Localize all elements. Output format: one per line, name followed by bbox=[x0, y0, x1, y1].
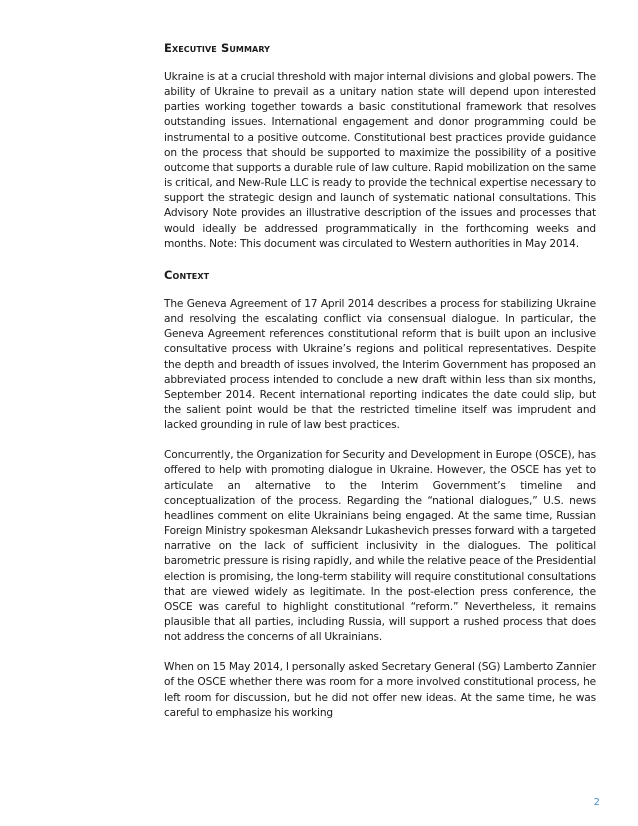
paragraph: When on 15 May 2014, I personally asked Secretary General (SG) Lamberto Zannier of the OSCE whether there was room for a more involved constitutional process, he left room for discussion, but he did not offer new ideas. At the same time, he was careful to emphasize his working bbox=[164, 661, 596, 719]
paragraph: Ukraine is at a crucial threshold with major internal divisions and global powers. The ability of Ukraine to prevail as a unitary nation state will depend upon interested parties working together towards a basic constitutional framework that resolves outstanding issues. International engagement and donor programming could be instrumental to a positive outcome. Constitutional best practices provide guidance on the process that should be supported to maximize the possibility of a positive outcome that supports a durable rule of law culture. Rapid mobilization on the same is critical, and New-Rule LLC is ready to provide the technical expertise necessary to support the strategic design and launch of systematic national consultations. This Advisory Note provides an illustrative description of the issues and processes that would ideally be addressed programmatically in the forthcoming weeks and months. Note: This document was circulated to Western authorities in May 2014. bbox=[164, 71, 596, 250]
document-page bbox=[164, 40, 596, 736]
context-section bbox=[164, 267, 596, 721]
page-number: 2 bbox=[593, 797, 600, 808]
paragraph: Concurrently, the Organization for Security and Development in Europe (OSCE), has offered to help with promoting dialogue in Ukraine. However, the OSCE has yet to articulate an alternative to the Interim Government’s timeline and conceptualization of the process. Regarding the “national dialogues,” U.S. news headlines comment on elite Ukrainians being engaged. At the same time, Russian Foreign Ministry spokesman Aleksandr Lukashevich presses forward with a targeted narrative on the lack of sufficient inclusivity in the dialogues. The political barometric pressure is rising rapidly, and while the relative peace of the Presidential election is promising, the long-term stability will require constitutional consultations that are viewed widely as legitimate. In the post-election press conference, the OSCE was careful to highlight constitutional “reform.” Nevertheless, it remains plausible that all parties, including Russia, will support a rushed process that does not address the concerns of all Ukrainians. bbox=[164, 449, 596, 644]
executive-summary-section bbox=[164, 40, 596, 252]
section-heading: Context bbox=[164, 267, 210, 282]
section-heading: Executive Summary bbox=[164, 41, 271, 55]
paragraph: The Geneva Agreement of 17 April 2014 describes a process for stabilizing Ukraine and resolving the escalating conflict via consensual dialogue. In particular, the Geneva Agreement references constitutional reform that is built upon an inclusive consultative process with Ukraine’s regions and political representatives. Despite the depth and breadth of issues involved, the Interim Government has proposed an abbreviated process intended to conclude a new draft within less than six months, September 2014. Recent international reporting indicates the date could slip, but the salient point would be that the restricted timeline itself was imprudent and lacked grounding in rule of law best practices. bbox=[164, 297, 596, 432]
